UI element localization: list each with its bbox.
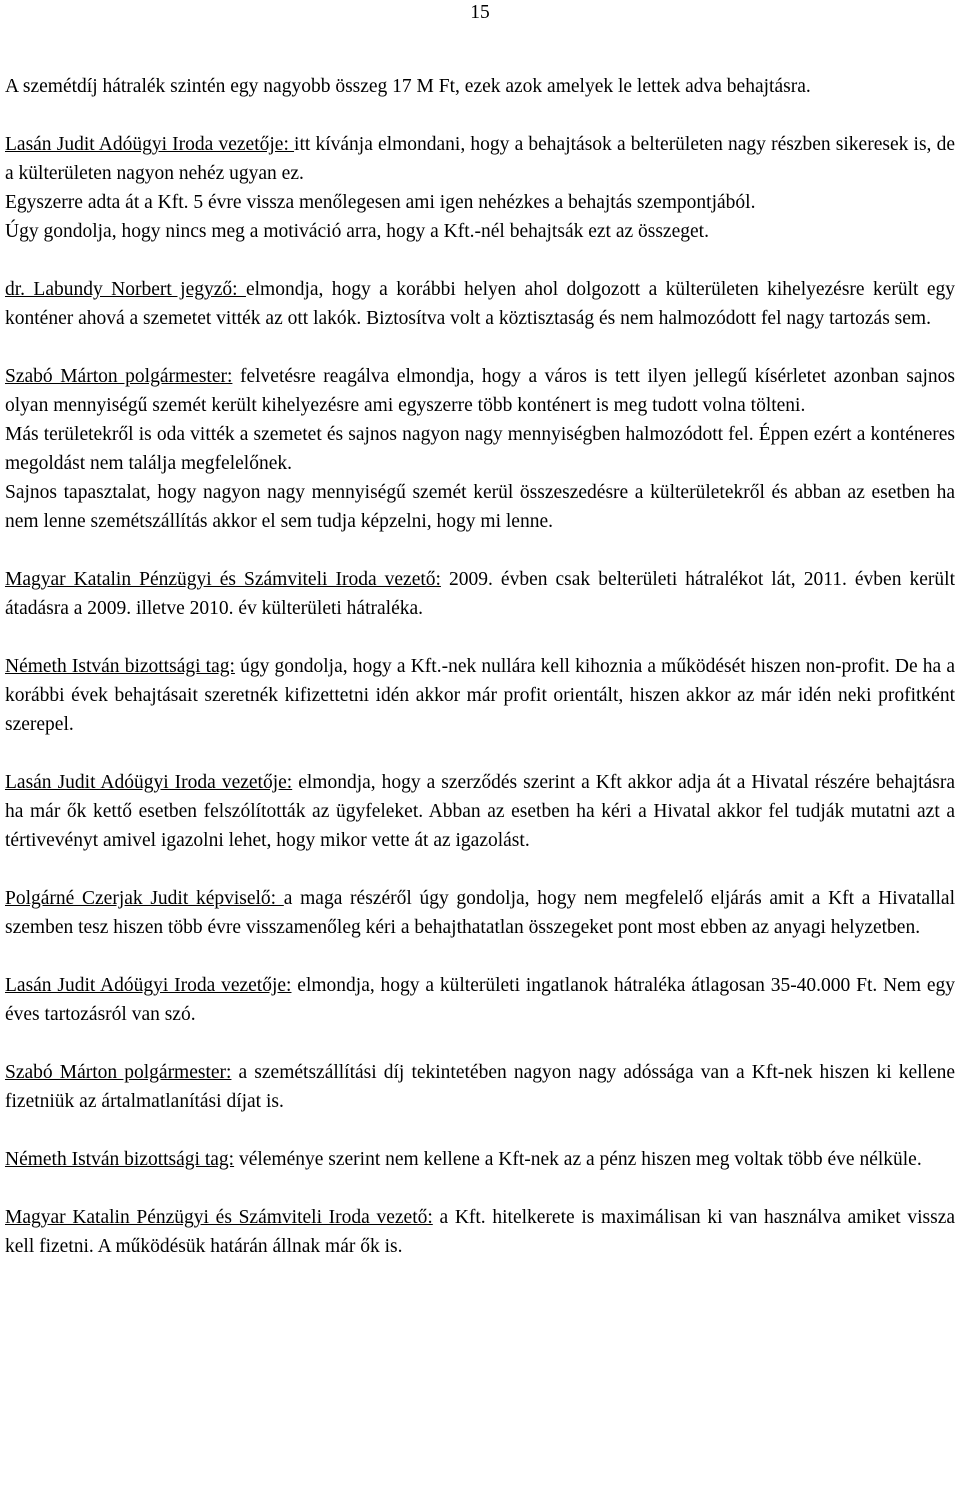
speaker-name: Lasán Judit Adóügyi Iroda vezetője:	[5, 975, 292, 996]
paragraph-11	[5, 768, 955, 855]
speaker-name: Magyar Katalin Pénzügyi és Számviteli Iroda vezető:	[5, 569, 441, 590]
document-body	[5, 72, 955, 1261]
paragraph-text: a szemétszállítási díj tekintetében nagyon nagy adóssága van a Kft-nek hiszen ki kellene fizetniük az ártalmatlanítási díjat is.	[5, 1062, 956, 1112]
speaker-name: dr. Labundy Norbert jegyző:	[5, 279, 246, 300]
paragraph-text: a maga részéről úgy gondolja, hogy nem megfelelő eljárás amit a Kft a Hivatallal szemben tesz hiszen több évre visszamenőleg kéri a behajthatatlan összegeket pont most ebben az anyagi helyzetben.	[5, 888, 955, 938]
paragraph-3	[5, 188, 955, 217]
paragraph-13	[5, 971, 955, 1029]
speaker-name: Szabó Márton polgármester:	[5, 1062, 232, 1083]
paragraph-text: Sajnos tapasztalat, hogy nagyon nagy mennyiségű szemét kerül összeszedésre a külterületekről és abban az esetben ha nem lenne szemétszállítás akkor el sem tudja képzelni, hogy mi lenne.	[5, 482, 955, 532]
paragraph-14	[5, 1058, 955, 1116]
paragraph-9	[5, 565, 955, 623]
paragraph-text: itt kívánja elmondani, hogy a behajtások a belterületen nagy részben sikeresek is, de a külterületen nagyon nehéz ugyan ez.	[5, 134, 955, 184]
speaker-name: Németh István bizottsági tag:	[5, 1149, 235, 1170]
speaker-name: Magyar Katalin Pénzügyi és Számviteli Iroda vezető:	[5, 1207, 433, 1228]
speaker-name: Lasán Judit Adóügyi Iroda vezetője:	[5, 772, 293, 793]
paragraph-6	[5, 362, 955, 420]
paragraph-16	[5, 1203, 955, 1261]
paragraph-text: elmondja, hogy a korábbi helyen ahol dolgozott a külterületen kihelyezésre került egy konténer ahová a szemetet vitték az ott lakók. Biztosítva volt a köztisztaság és nem halmozódott fel nagy tartozás sem.	[5, 279, 955, 329]
paragraph-1	[5, 72, 955, 101]
paragraph-7	[5, 420, 955, 478]
paragraph-4	[5, 217, 955, 246]
paragraph-15	[5, 1145, 955, 1174]
paragraph-text: Úgy gondolja, hogy nincs meg a motiváció arra, hogy a Kft.-nél behajtsák ezt az összeget.	[5, 221, 709, 242]
paragraph-text: 2009. évben csak belterületi hátralékot lát, 2011. évben került átadásra a 2009. illetve 2010. év külterületi hátraléka.	[5, 569, 955, 619]
speaker-name: Németh István bizottsági tag:	[5, 656, 235, 677]
speaker-name: Polgárné Czerjak Judit képviselő:	[5, 888, 284, 909]
paragraph-text: elmondja, hogy a külterületi ingatlanok hátraléka átlagosan 35-40.000 Ft. Nem egy éves tartozásról van szó.	[5, 975, 955, 1025]
paragraph-text: Egyszerre adta át a Kft. 5 évre vissza menőlegesen ami igen nehézkes a behajtás szempontjából.	[5, 192, 756, 213]
paragraph-text: Más területekről is oda vitték a szemetet és sajnos nagyon nagy mennyiségben halmozódott fel. Éppen ezért a konténeres megoldást nem találja megfelelőnek.	[5, 424, 955, 474]
paragraph-text: úgy gondolja, hogy a Kft.-nek nullára kell kihoznia a működését hiszen non-profit. De ha a korábbi évek behajtásait szeretnék kifizettetni idén akkor már profit orientált, hiszen akkor az már idén neki profitként szerepel.	[5, 656, 955, 735]
paragraph-text: felvetésre reagálva elmondja, hogy a város is tett ilyen jellegű kísérletet azonban sajnos olyan mennyiségű szemét került kihelyezésre ami egyszerre több konténert is meg tudott volna tölteni.	[5, 366, 956, 416]
paragraph-8	[5, 478, 955, 536]
speaker-name: Lasán Judit Adóügyi Iroda vezetője:	[5, 134, 295, 155]
paragraph-text: A szemétdíj hátralék szintén egy nagyobb összeg 17 M Ft, ezek azok amelyek le lettek adva behajtásra.	[5, 76, 811, 97]
paragraph-2	[5, 130, 955, 188]
page-number: 15	[470, 2, 490, 23]
paragraph-text: véleménye szerint nem kellene a Kft-nek az a pénz hiszen meg voltak több éve nélküle.	[234, 1149, 922, 1170]
paragraph-text: a Kft. hitelkerete is maximálisan ki van használva amiket vissza kell fizetni. A működésük határán állnak már ők is.	[5, 1207, 955, 1257]
paragraph-12	[5, 884, 955, 942]
paragraph-text: elmondja, hogy a szerződés szerint a Kft akkor adja át a Hivatal részére behajtásra ha már ők kettő esetben felszólították az ügyfeleket. Abban az esetben ha kéri a Hivatal akkor fel tudják mutatni azt a tértivevényt amivel igazolni lehet, hogy mikor vette át az igazolást.	[5, 772, 955, 851]
paragraph-5	[5, 275, 955, 333]
speaker-name: Szabó Márton polgármester:	[5, 366, 233, 387]
paragraph-10	[5, 652, 955, 739]
